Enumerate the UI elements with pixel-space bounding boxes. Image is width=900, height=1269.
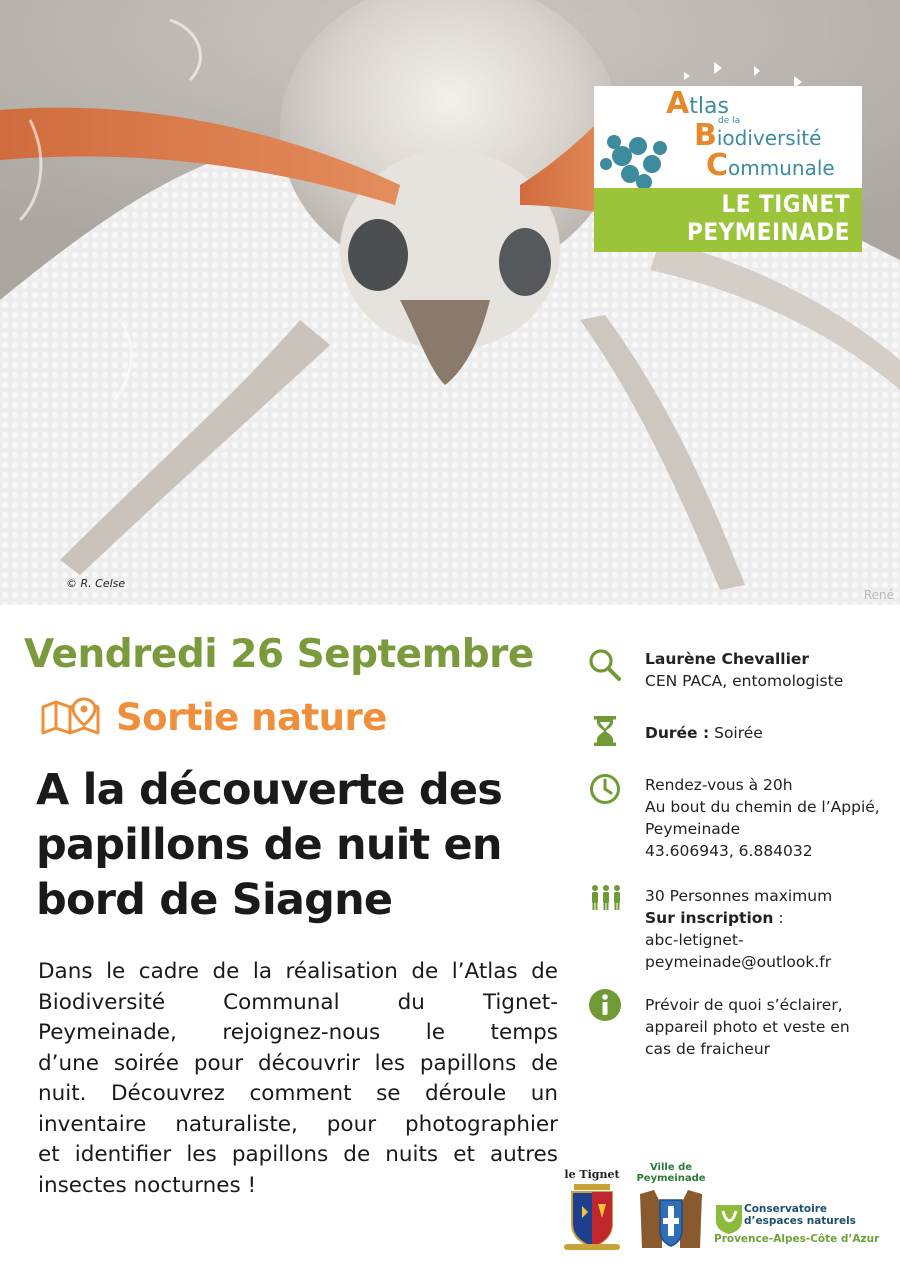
logo-word-biodiversite: iodiversité [716, 126, 822, 150]
logo-word-atlas: tlas [689, 94, 729, 119]
capacity-text: 30 Personnes maximum [645, 887, 833, 905]
registration-label: Sur inscription [645, 909, 774, 927]
logo-word-dela: de la [718, 116, 741, 126]
guide-role: CEN PACA, entomologiste [645, 672, 844, 690]
description-line: inventaire naturaliste, pour photographier [38, 1111, 558, 1137]
description-line: d’une soirée pour découvrir les papillons de [38, 1050, 558, 1076]
info-capacity [588, 883, 888, 973]
tips-line: Prévoir de quoi s’éclairer, [645, 996, 843, 1014]
email-line: abc-letignet- [645, 931, 744, 949]
logo-letter-b: B [694, 118, 717, 153]
peymeinade-crest-icon [636, 1186, 706, 1252]
photo-watermark: René [863, 588, 894, 602]
description-line: nuit. Découvrez comment se déroule un [38, 1081, 558, 1106]
info-tips [588, 988, 888, 1058]
duration-label: Durée : [645, 724, 710, 742]
cen-leaf-icon [714, 1201, 744, 1235]
description-line: insectes nocturnes ! [38, 1172, 257, 1198]
peymeinade-logo-text2: Peymeinade [636, 1173, 706, 1184]
meeting-time: Rendez-vous à 20h [645, 776, 793, 794]
magnifier-icon [588, 648, 622, 682]
registration-separator: : [773, 909, 784, 927]
description-line: Biodiversité Communal du Tignet- [38, 989, 558, 1015]
logo-city-line2: PEYMEINADE [687, 218, 850, 246]
logo-word-communale: ommunale [728, 156, 835, 180]
hourglass-icon [588, 714, 622, 748]
peymeinade-logo-text1: Ville de [649, 1162, 693, 1173]
cen-paca-logo [714, 1199, 884, 1249]
info-meeting [588, 772, 888, 862]
cen-line3: Provence-Alpes-Côte d’Azur [714, 1233, 880, 1245]
email-line: peymeinade@outlook.fr [645, 953, 832, 971]
clock-icon [588, 772, 622, 806]
event-type-row [40, 693, 387, 741]
map-pin-icon [40, 697, 102, 737]
tips-line: appareil photo et veste en [645, 1018, 850, 1036]
cen-line2: d’espaces naturels [744, 1215, 856, 1227]
logo-city-line1: LE TIGNET [721, 190, 850, 218]
guide-name: Laurène Chevallier [645, 650, 810, 668]
letignet-logo-text: le Tignet [564, 1168, 620, 1181]
meeting-place-line: Peymeinade [645, 820, 741, 838]
meeting-coordinates: 43.606943, 6.884032 [645, 842, 813, 860]
photo-credit: © R. Celse [66, 577, 126, 590]
description-line: Dans le cadre de la réalisation de l’Atlas de [38, 959, 558, 984]
description-line: Peymeinade, rejoignez-nous le temps [38, 1020, 558, 1045]
title-line: A la découverte des [36, 765, 502, 815]
abc-logo [594, 56, 862, 252]
event-date: Vendredi 26 Septembre [24, 632, 534, 677]
letignet-logo [560, 1168, 624, 1252]
title-line: bord de Siagne [36, 875, 393, 925]
info-icon [588, 988, 622, 1022]
info-duration [588, 716, 888, 750]
event-title [36, 763, 556, 928]
logo-letter-c: C [706, 148, 729, 183]
letignet-crest-icon [560, 1184, 624, 1252]
description-line: et identifier les papillons de nuits et autres [38, 1142, 558, 1167]
people-icon [587, 883, 625, 917]
meeting-place-line: Au bout du chemin de l’Appié, [645, 798, 880, 816]
logo-letter-a: A [666, 86, 690, 121]
event-description [38, 957, 558, 1201]
tips-line: cas de fraicheur [645, 1040, 771, 1058]
peymeinade-logo [636, 1162, 706, 1254]
title-line: papillons de nuit en [36, 820, 502, 870]
cen-line1: Conservatoire [744, 1203, 828, 1215]
duration-value: Soirée [714, 724, 763, 742]
event-type: Sortie nature [116, 695, 387, 739]
info-guide [588, 648, 888, 698]
